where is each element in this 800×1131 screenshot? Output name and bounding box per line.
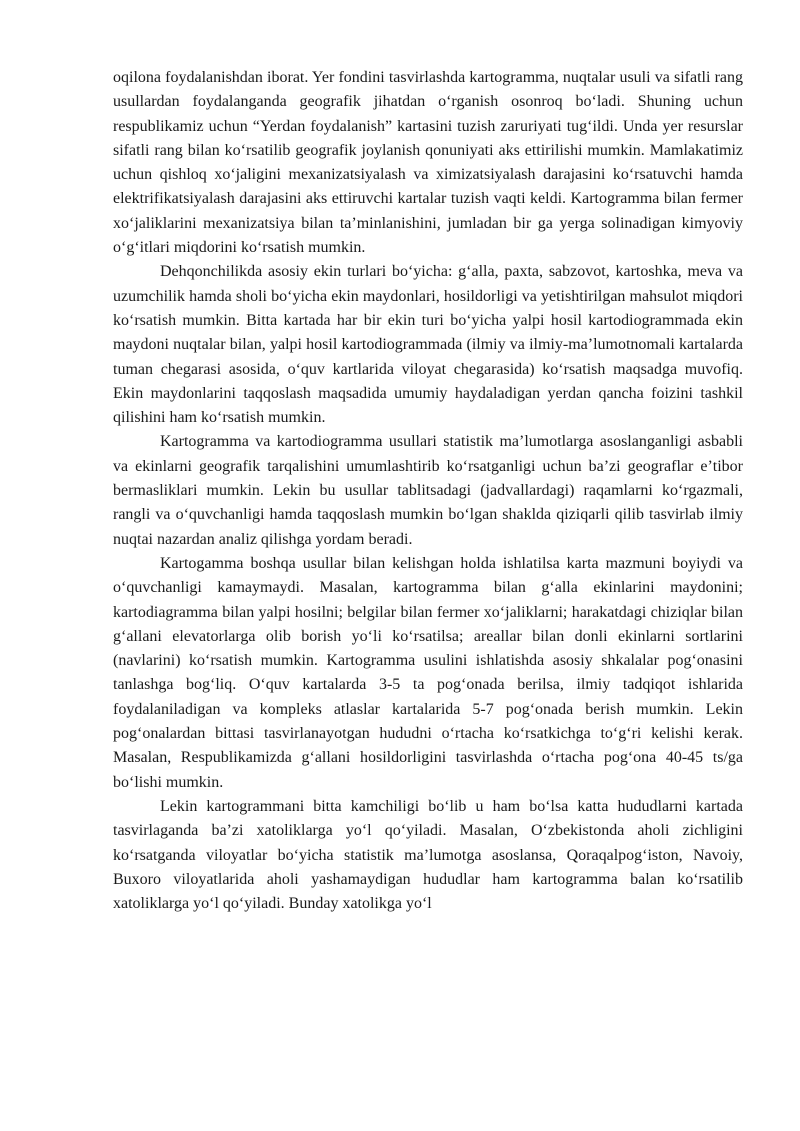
document-page: [113, 66, 743, 916]
paragraph-3: Kartogramma va kartodiogramma usullari statistik maʼlumotlarga asoslanganligi asbabli va ekinlarni geografik tarqalishini umumlashtirib koʻrsatganligi uchun baʼzi geograflar eʼtibor bermasliklari mumkin. Lekin bu usullar tablitsadagi (jadvallardagi) raqamlarni koʻrgazmali, rangli va oʻquvchanligi hamda taqqoslash mumkin boʻlgan shaklda qiziqarli qilib tasvirlab ilmiy nuqtai nazardan analiz qilishga yordam beradi.: [113, 433, 743, 548]
paragraph-5: Lekin kartogrammani bitta kamchiligi boʻlib u ham boʻlsa katta hududlarni kartada tasvirlaganda baʼzi xatoliklarga yoʻl qoʻyiladi. Masalan, Oʻzbekistonda aholi zichligini koʻrsatganda viloyatlar boʻyicha statistik maʼlumotga asoslansa, Qoraqalpogʻiston, Navoiy, Buxoro viloyatlarida aholi yashamaydigan hududlar ham kartogramma balan koʻrsatilib xatoliklarga yoʻl qoʻyiladi. Bunday xatolikga yoʻl: [113, 797, 743, 913]
paragraph-4: Kartogamma boshqa usullar bilan kelishgan holda ishlatilsa karta mazmuni boyiydi va oʻquvchanligi kamaymaydi. Masalan, kartogramma bilan gʻalla ekinlarini maydonini; kartodiagramma bilan yalpi hosilni; belgilar bilan fermer xoʻjaliklarni; harakatdagi chiziqlar bilan gʻallani elevatorlarga olib borish yoʻli koʻrsatilsa; areallar bilan donli ekinlarni sortlarini (navlarini) koʻrsatish mumkin. Kartogramma usulini ishlatishda asosiy shkalalar pogʻonasini tanlashga bogʻliq. Oʻquv kartalarda 3-5 ta pogʻonada berilsa, ilmiy tadqiqot ishlarida foydalaniladigan va kompleks atlaslar kartalarida 5-7 pogʻonada berish mumkin. Lekin pogʻonalardan bittasi tasvirlanayotgan hududni oʻrtacha koʻrsatkichga toʻgʻri kelishi kerak. Masalan, Respublikamizda gʻallani hosildorligini tasvirlashda oʻrtacha pogʻona 40-45 ts/ga boʻlishi mumkin.: [113, 554, 743, 791]
paragraph-2: Dehqonchilikda asosiy ekin turlari boʻyicha: gʻalla, paxta, sabzovot, kartoshka, meva va uzumchilik hamda sholi boʻyicha ekin maydonlari, hosildorligi va yetishtirilgan mahsulot miqdori koʻrsatish mumkin. Bitta kartada har bir ekin turi boʻyicha yalpi hosil kartodiogrammada ekin maydoni nuqtalar bilan, yalpi hosil kartodiogrammada (ilmiy va ilmiy-maʼlumotnomali kartalarda tuman chegarasi asosida, oʻquv kartlarida viloyat chegarasida) koʻrsatish maqsadga muvofiq. Ekin maydonlarini taqqoslash maqsadida umumiy haydaladigan yerdan qancha foizini tashkil qilishini ham koʻrsatish mumkin.: [113, 263, 743, 427]
paragraph-1: oqilona foydalanishdan iborat. Yer fondini tasvirlashda kartogramma, nuqtalar usuli va sifatli rang usullardan foydalanganda geografik jihatdan oʻrganish osonroq boʻladi. Shuning uchun respublikamiz uchun “Yerdan foydalanish” kartasini tuzish zaruriyati tugʻildi. Unda yer resurslar sifatli rang bilan koʻrsatilib geografik joylanish qonuniyati aks ettirilishi mumkin. Mamlakatimiz uchun qishloq xoʻjaligini mexanizatsiyalash va ximizatsiyalash darajasini koʻrsatuvchi hamda elektrifikatsiyalash darajasini aks ettiruvchi kartalar tuzish vaqti keldi. Kartogramma bilan fermer xoʻjaliklarini mexanizatsiya bilan taʼminlanishini, jumladan bir ga yerga solinadigan kimyoviy oʻgʻitlari miqdorini koʻrsatish mumkin.: [113, 69, 743, 257]
